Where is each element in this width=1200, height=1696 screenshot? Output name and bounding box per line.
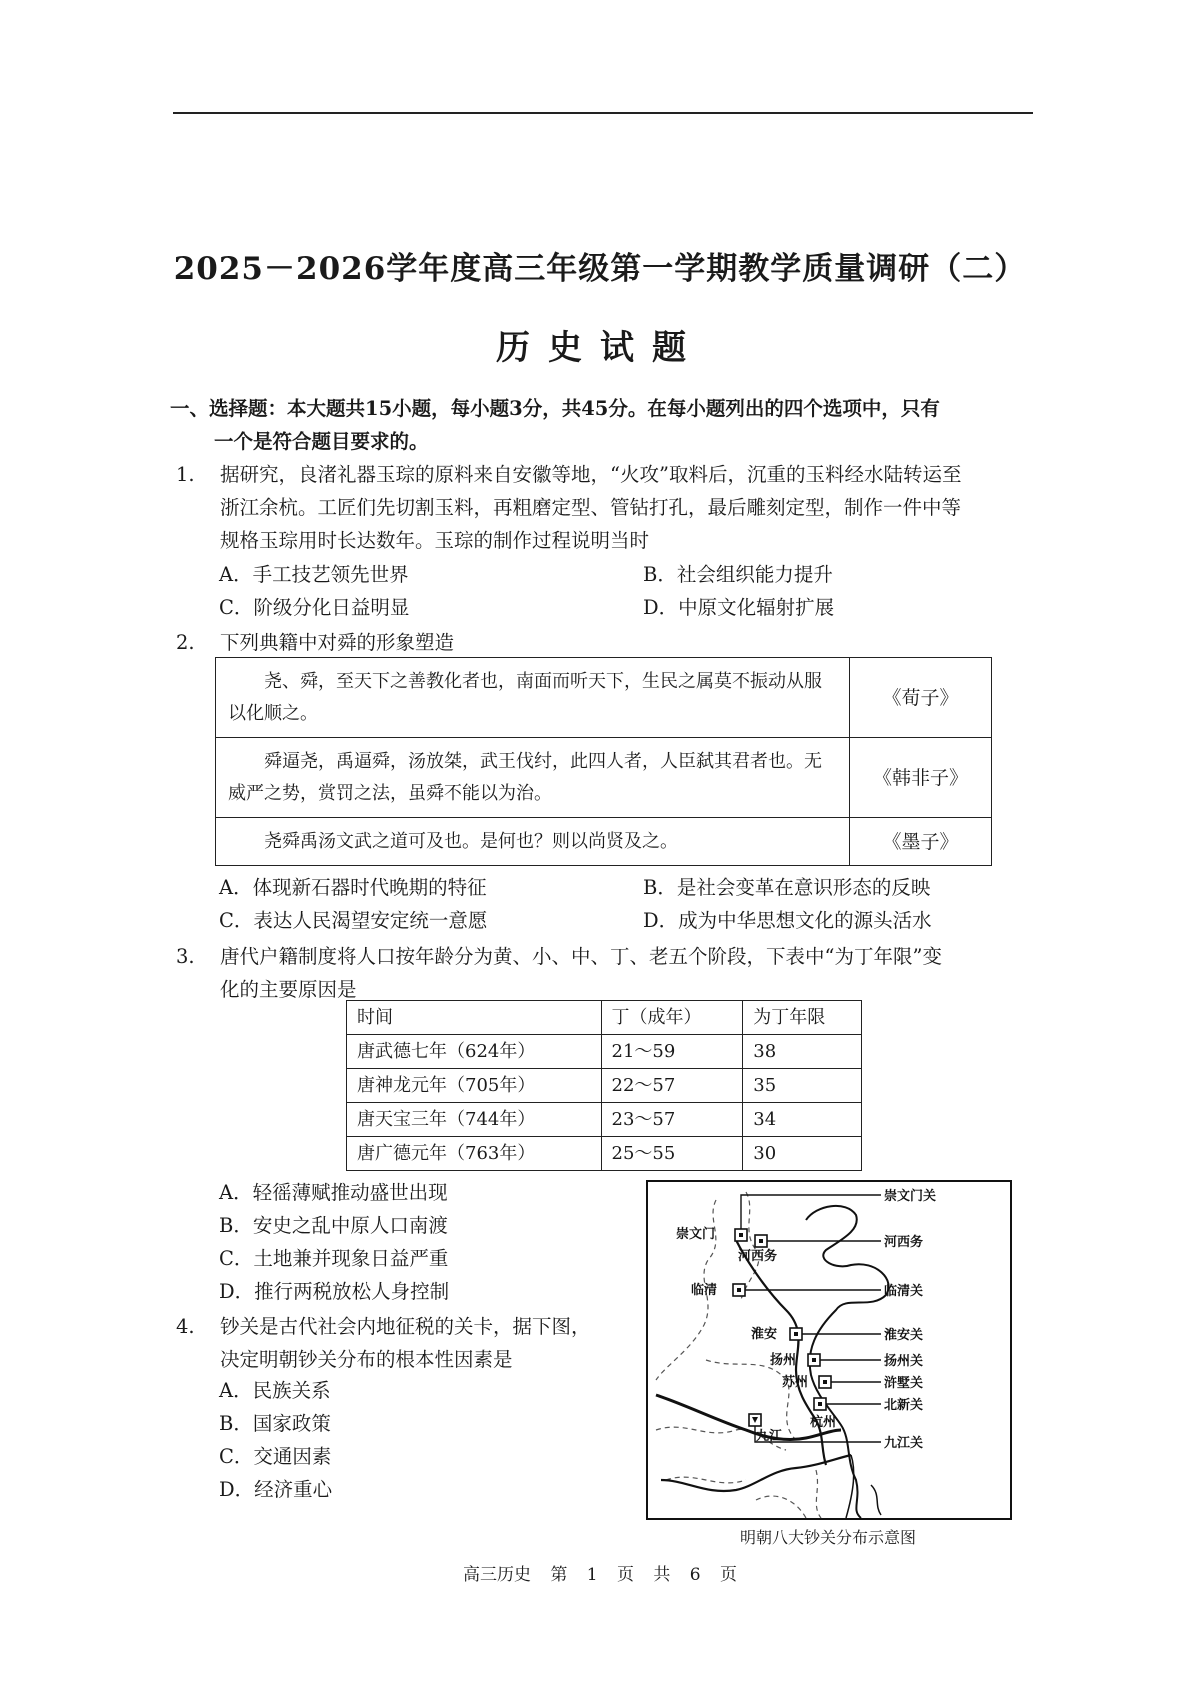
table-cell: 30 [743, 1137, 862, 1171]
table-cell: 唐神龙元年（705年） [347, 1069, 602, 1103]
q1-option-a[interactable]: A．手工技艺领先世界 [219, 563, 409, 586]
table-header-row [347, 1001, 862, 1035]
city-label: 临清 [691, 1283, 718, 1298]
pass-label: 临清关 [884, 1284, 924, 1299]
question-number: 3. [176, 945, 195, 968]
pass-label: 北新关 [884, 1398, 924, 1413]
table-row [347, 1103, 862, 1137]
quote-source: 《荀子》 [850, 658, 992, 738]
section-heading-line1: 一、选择题：本大题共15小题，每小题3分，共45分。在每小题列出的四个选项中，只有 [170, 397, 940, 420]
pass-label: 崇文门关 [884, 1189, 937, 1204]
question-number: 1. [176, 463, 195, 486]
city-label: 扬州 [770, 1353, 797, 1368]
chaoguan-map [646, 1180, 1012, 1520]
table-cell: 25～55 [601, 1137, 743, 1171]
pass-label: 河西务 [884, 1235, 924, 1250]
stem-line: 化的主要原因是 [220, 978, 357, 1001]
q1-option-b[interactable]: B．社会组织能力提升 [643, 563, 833, 586]
section-heading [170, 392, 1040, 458]
q4-option-a[interactable]: A．民族关系 [219, 1379, 331, 1402]
q4-option-c[interactable]: C．交通因素 [219, 1445, 332, 1468]
table-cell: 22～57 [601, 1069, 743, 1103]
stem-line: 据研究，良渚礼器玉琮的原料来自安徽等地，“火攻”取料后，沉重的玉料经水陆转运至 [220, 463, 962, 486]
map-caption: 明朝八大钞关分布示意图 [740, 1528, 917, 1547]
column-header: 为丁年限 [743, 1001, 862, 1035]
quote-text: 尧、舜，至天下之善教化者也，南面而听天下，生民之属莫不振动从服以化顺之。 [216, 658, 850, 738]
table-row [347, 1035, 862, 1069]
table-cell: 34 [743, 1103, 862, 1137]
q3-option-a[interactable]: A．轻徭薄赋推动盛世出现 [219, 1181, 448, 1204]
page-subtitle: 历史试题 [496, 328, 704, 368]
pass-label: 浒墅关 [884, 1376, 924, 1391]
table-cell: 21～59 [601, 1035, 743, 1069]
table-cell: 唐广德元年（763年） [347, 1137, 602, 1171]
stem-line: 规格玉琮用时长达数年。玉琮的制作过程说明当时 [220, 529, 650, 552]
question-stem [220, 1310, 591, 1376]
q4-option-d[interactable]: D．经济重心 [219, 1478, 333, 1501]
table-row [216, 738, 992, 818]
section-heading-line2: 一个是符合题目要求的。 [214, 430, 429, 453]
table-row [347, 1069, 862, 1103]
q2-option-b[interactable]: B．是社会变革在意识形态的反映 [643, 876, 931, 899]
question-stem [220, 458, 961, 557]
table-cell: 38 [743, 1035, 862, 1069]
city-label: 崇文门 [676, 1227, 716, 1242]
q3-option-b[interactable]: B．安史之乱中原人口南渡 [219, 1214, 448, 1237]
q4-option-b[interactable]: B．国家政策 [219, 1412, 331, 1435]
quote-source: 《韩非子》 [850, 738, 992, 818]
pass-label: 淮安关 [884, 1328, 924, 1343]
question-stem: 下列典籍中对舜的形象塑造 [220, 631, 455, 654]
page-title: 2025－2026学年度高三年级第一学期教学质量调研（二） [173, 251, 1027, 287]
city-label: 淮安 [751, 1327, 778, 1342]
table-cell: 35 [743, 1069, 862, 1103]
city-label: 河西务 [738, 1249, 778, 1264]
table-row [347, 1137, 862, 1171]
pass-label: 扬州关 [884, 1354, 924, 1369]
quote-text: 尧舜禹汤文武之道可及也。是何也？则以尚贤及之。 [216, 818, 850, 866]
table-row [216, 658, 992, 738]
stem-line: 决定明朝钞关分布的根本性因素是 [220, 1348, 513, 1371]
table-cell: 唐武德七年（624年） [347, 1035, 602, 1069]
quote-source: 《墨子》 [850, 818, 992, 866]
stem-line: 浙江余杭。工匠们先切割玉料，再粗磨定型、管钻打孔，最后雕刻定型，制作一件中等 [220, 496, 962, 519]
stem-line: 唐代户籍制度将人口按年龄分为黄、小、中、丁、老五个阶段，下表中“为丁年限”变 [220, 945, 942, 968]
q2-option-a[interactable]: A．体现新石器时代晚期的特征 [219, 876, 487, 899]
question-number: 4. [176, 1315, 195, 1338]
top-rule [173, 112, 1033, 114]
data-table [346, 1000, 862, 1171]
q2-option-d[interactable]: D．成为中华思想文化的源头活水 [643, 909, 932, 932]
question-stem [220, 940, 942, 1006]
city-label: 杭州 [810, 1415, 837, 1430]
stem-line: 钞关是古代社会内地征税的关卡，据下图， [220, 1315, 591, 1338]
question-number: 2. [176, 631, 195, 654]
q3-option-c[interactable]: C．土地兼并现象日益严重 [219, 1247, 449, 1270]
table-cell: 23～57 [601, 1103, 743, 1137]
pass-label: 九江关 [884, 1436, 924, 1451]
column-header: 时间 [347, 1001, 602, 1035]
column-header: 丁（成年） [601, 1001, 743, 1035]
q3-option-d[interactable]: D．推行两税放松人身控制 [219, 1280, 450, 1303]
quote-table [215, 657, 992, 866]
q1-option-d[interactable]: D．中原文化辐射扩展 [643, 596, 835, 619]
table-cell: 唐天宝三年（744年） [347, 1103, 602, 1137]
city-label: 苏州 [782, 1375, 809, 1390]
city-label: 九江 [756, 1429, 783, 1444]
q2-option-c[interactable]: C．表达人民渴望安定统一意愿 [219, 909, 488, 932]
table-row [216, 818, 992, 866]
q1-option-c[interactable]: C．阶级分化日益明显 [219, 596, 410, 619]
quote-text: 舜逼尧，禹逼舜，汤放桀，武王伐纣，此四人者，人臣弑其君者也。无威严之势，赏罚之法，虽舜不能以为治。 [216, 738, 850, 818]
page-footer: 高三历史 第 1 页 共 6 页 [462, 1565, 738, 1585]
